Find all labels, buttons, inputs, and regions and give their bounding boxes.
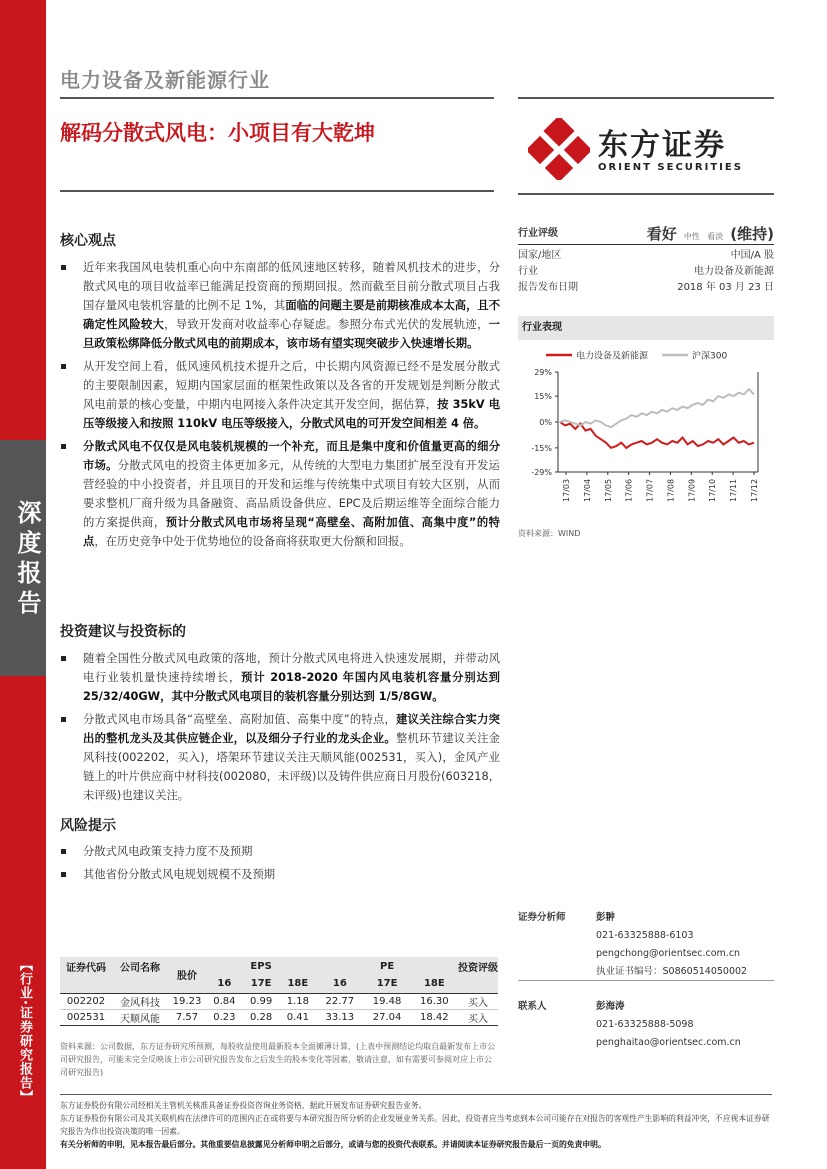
x-tick-label: 17/04 bbox=[582, 478, 592, 502]
x-tick-label: 17/06 bbox=[624, 478, 634, 502]
x-tick-label: 17/09 bbox=[687, 478, 697, 502]
legend-label: 电力设备及新能源 bbox=[576, 351, 649, 362]
category-label: 【行业·证券研究报告】 bbox=[17, 958, 32, 1104]
th-eps: EPS bbox=[206, 957, 316, 975]
core-view-list bbox=[60, 258, 500, 555]
rating-hold: (维持) bbox=[730, 225, 774, 243]
table-row: 002202 金风科技 19.23 0.84 0.99 1.18 22.77 19.48 16.30 买入 bbox=[60, 993, 498, 1009]
industry-heading: 电力设备及新能源行业 bbox=[60, 68, 270, 92]
list-item: 其他省份分散式风电规划规模不及预期 bbox=[60, 865, 500, 884]
y-tick-label: 0% bbox=[539, 418, 552, 427]
rating-label: 行业评级 bbox=[518, 228, 558, 239]
risk-list bbox=[60, 842, 500, 888]
contact-name: 彭海涛 bbox=[596, 1001, 625, 1012]
performance-heading: 行业表现 bbox=[518, 316, 774, 340]
divider bbox=[60, 97, 494, 99]
rating-negative: 看淡 bbox=[707, 232, 724, 241]
chart-source: 资料来源：WIND bbox=[518, 529, 581, 538]
list-item: 随着全国性分散式风电政策的落地，预计分散式风电将进入快速发展期，并带动风电行业装机量快速持续增长，预计 2018-2020 年国内风电装机容量分别达到 25/32/40GW，其中分散式风电项目的装机容量分别达到 1/5/8GW。 bbox=[60, 649, 500, 706]
core-view-heading: 核心观点 bbox=[60, 233, 116, 249]
info-row: 国家/地区 中国/A 股 bbox=[518, 250, 774, 261]
list-item: 分散式风电不仅仅是风电装机规模的一个补充，而且是集中度和价值量更高的细分市场。分散式风电的投资主体更加多元，从传统的大型电力集团扩展至没有开发运营经验的中小投资者，并且项目的开发和运维与传统集中式项目有较大区别，从而要求整机厂商升级为具备融资、高品质设备供应、EPC及后期运维等全面综合能力的方案提供商，预计分散式风电市场将呈现“高壁垒、高附加值、高集中度”的特点，在历史竞争中处于优势地位的设备商将获取更大份额和回报。 bbox=[60, 437, 500, 551]
list-item: 分散式风电政策支持力度不及预期 bbox=[60, 842, 500, 861]
th-name: 公司名称 bbox=[112, 957, 168, 975]
company-logo bbox=[528, 118, 758, 180]
investment-list bbox=[60, 649, 500, 809]
report-type-label: 深度报告 bbox=[13, 500, 41, 620]
y-tick-label: 29% bbox=[534, 368, 552, 377]
list-item: 分散式风电市场具备“高壁垒、高附加值、高集中度”的特点，建议关注综合实力突出的整机龙头及其供应链企业，以及细分子行业的龙头企业。整机环节建议关注金风科技(002202，买入)，塔架环节建议关注天顺风能(002531，买入)，金风产业链上的叶片供应商中材科技(002080，未评级)以及铸件供应商日月股份(603218，未评级)也建议关注。 bbox=[60, 710, 500, 805]
contact-email[interactable]: penghaitao@orientsec.com.cn bbox=[596, 1037, 741, 1048]
analyst-name: 彭翀 bbox=[596, 912, 616, 923]
info-row: 报告发布日期 2018 年 03 月 23 日 bbox=[518, 282, 774, 293]
y-tick-label: -15% bbox=[531, 443, 552, 453]
x-tick-label: 17/12 bbox=[750, 478, 759, 502]
valuation-table: 证券代码 公司名称 股价 EPS PE 投资评级 16 17E 18E 16 17E 18E 002202 金风科技 19.23 0.84 0.99 1.18 22.77 19.48 16.30 买入 002531 天顺风能 7.57 0.23 0.28 0.41 33.13 27.04 18.42 买入 bbox=[60, 957, 498, 1026]
th-price: 股价 bbox=[168, 957, 206, 993]
table-row: 002531 天顺风能 7.57 0.23 0.28 0.41 33.13 27.04 18.42 买入 bbox=[60, 1009, 498, 1025]
divider bbox=[518, 980, 774, 981]
series-line bbox=[560, 389, 754, 427]
legend-label: 沪深300 bbox=[692, 351, 728, 362]
y-tick-label: 15% bbox=[534, 392, 552, 402]
list-item: 近年来我国风电装机重心向中东南部的低风速地区转移，随着风机技术的进步，分散式风电的项目收益率已能满足投资商的预期回报。然而截至目前分散式项目占我国存量风电装机容量的比例不足 1%，其面临的问题主要是前期核准成本太高，且不确定性风险较大，导致开发商对收益率心存疑虑。参照分布式光伏的发展轨迹，一旦政策松绑降低分散式风电的前期成本，该市场有望实现突破步入快速增长期。 bbox=[60, 258, 500, 353]
logo-mark-icon bbox=[528, 118, 590, 180]
list-item: 从开发空间上看，低风速风机技术提升之后，中长期内风资源已经不是发展分散式的主要限制因素，短期内国家层面的框架性政策以及各省的开发规划是判断分散式风电前景的核心变量，中期内电网接入条件决定其开发空间，据估算，按 35kV 电压等级接入和按照 110kV 电压等级接入，分散式风电的可开发空间相差 4 倍。 bbox=[60, 357, 500, 433]
table-note: 资料来源：公司数据，东方证券研究所预测，每股收益使用最新股本全面摊薄计算，(上表中预测结论均取自最新发布上市公司研究报告，可能未完全反映该上市公司研究报告发布之后发生的股本变化等因素，敬请注意，如有需要可参阅对应上市公司研究报告) bbox=[60, 1042, 496, 1077]
analyst-phone: 021-63325888-6103 bbox=[596, 930, 694, 941]
x-tick-label: 17/07 bbox=[645, 478, 655, 502]
risk-heading: 风险提示 bbox=[60, 818, 116, 834]
x-tick-label: 17/05 bbox=[603, 478, 613, 502]
th-rating: 投资评级 bbox=[458, 957, 498, 975]
report-title: 解码分散式风电：小项目有大乾坤 bbox=[60, 121, 375, 145]
rating-neutral: 中性 bbox=[683, 232, 700, 241]
divider bbox=[60, 1094, 772, 1095]
rating-value: 看好 bbox=[646, 225, 677, 243]
disclaimer: 东方证券股份有限公司经相关主管机关核准具备证券投资咨询业务资格，据此开展发布证券研究报告业务。 东方证券股份有限公司及其关联机构在法律许可的范围内正在或将要与本研究报告所分析的企业发展业务关系。因此，投资者应当考虑到本公司可能存在对报告的客观性产生影响的利益冲突，不应视本证券研究报告为作出投资决策的唯一因素。 有关分析师的申明，见本报告最后部分。其他重要信息披露见分析师申明之后部分，或请与您的投资代表联系。并请阅读本证券研究报告最后一页的免责申明。 bbox=[60, 1101, 770, 1149]
x-tick-label: 17/03 bbox=[562, 478, 571, 502]
x-tick-label: 17/11 bbox=[729, 478, 739, 502]
th-pe: PE bbox=[316, 957, 458, 975]
x-tick-label: 17/08 bbox=[666, 478, 676, 502]
investment-heading: 投资建议与投资标的 bbox=[60, 624, 186, 640]
analyst-email[interactable]: pengchong@orientsec.com.cn bbox=[596, 948, 741, 959]
y-tick-label: -29% bbox=[531, 468, 552, 477]
series-line bbox=[560, 422, 754, 448]
performance-chart bbox=[518, 346, 774, 522]
logo-name-en: ORIENT SECURITIES bbox=[598, 162, 743, 173]
x-tick-label: 17/10 bbox=[708, 478, 718, 502]
info-row: 行业 电力设备及新能源 bbox=[518, 266, 774, 277]
logo-name: 东方证券 bbox=[598, 128, 726, 163]
divider bbox=[518, 193, 774, 195]
analyst-cert: 执业证书编号：S0860514050002 bbox=[596, 966, 748, 977]
rating-box bbox=[518, 223, 774, 296]
divider bbox=[518, 97, 774, 99]
th-code: 证券代码 bbox=[60, 957, 112, 975]
contact-phone: 021-63325888-5098 bbox=[596, 1019, 694, 1030]
divider bbox=[60, 190, 494, 192]
contact-label: 联系人 bbox=[518, 1001, 547, 1012]
analyst-label: 证券分析师 bbox=[518, 912, 566, 923]
